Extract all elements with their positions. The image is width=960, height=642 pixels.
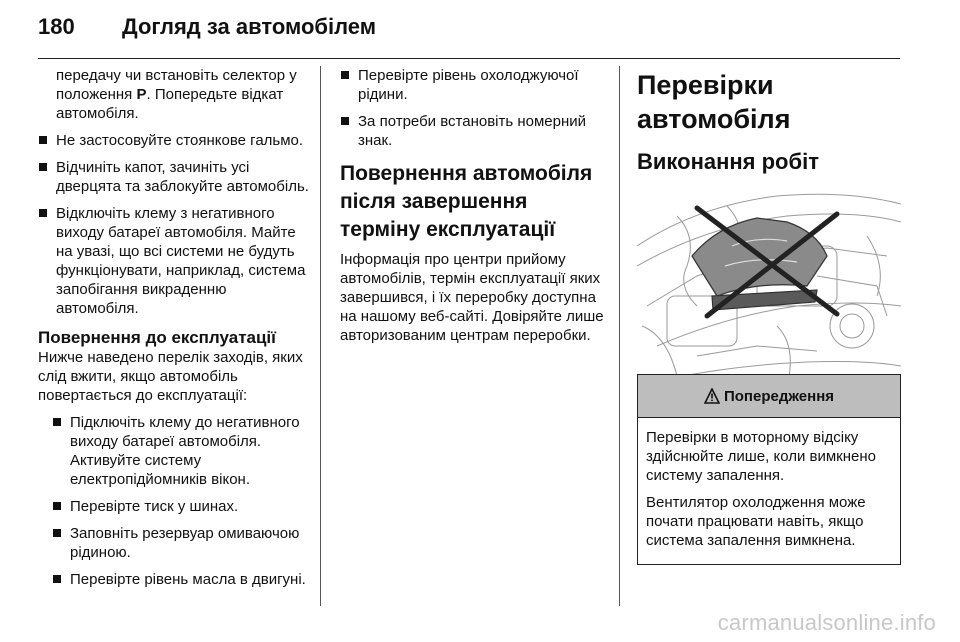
sub-section-heading: Виконання робіт xyxy=(637,149,819,174)
list-item: Відключіть клему з негативного виходу батареї автомобіля. Майте на увазі, що всі системи не будуть функціонувати, наприклад, система запобігання викраденню автомобіля. xyxy=(38,204,310,318)
warning-icon xyxy=(704,388,720,404)
column-divider-2 xyxy=(619,66,620,606)
return-heading: Повернення до експлуатації xyxy=(38,328,276,347)
column-1 xyxy=(38,66,310,597)
warning-box xyxy=(637,374,901,565)
list-item: Перевірте рівень охолоджуючої рідини. xyxy=(340,66,610,104)
column-3 xyxy=(637,66,901,408)
page-number: 180 xyxy=(38,14,75,39)
watermark: carmanualsonline.info xyxy=(717,610,936,635)
list-item: Відчиніть капот, зачиніть усі дверцята та заблокуйте автомобіль. xyxy=(38,158,310,196)
page-header xyxy=(38,14,376,48)
list-item: Перевірте рівень масла в двигуні. xyxy=(52,570,310,589)
list-item: Не застосовуйте стоянкове гальмо. xyxy=(38,131,310,150)
list-item: Підключіть клему до негативного виходу батареї автомобіля. Активуйте систему електропідйомників вікон. xyxy=(52,413,310,489)
list-item: Перевірте тиск у шинах. xyxy=(52,497,310,516)
return-steps-list-cont xyxy=(340,66,610,150)
return-steps-list xyxy=(52,413,310,589)
warning-header xyxy=(638,375,900,418)
return-intro: Нижче наведено перелік заходів, яких слід вжити, якщо автомобіль повертається до експлуатації: xyxy=(38,349,303,404)
warning-title: Попередження xyxy=(723,387,835,405)
column-2 xyxy=(340,66,610,353)
warning-paragraph: Вентилятор охолодження може почати працювати навіть, якщо система запалення вимкнена. xyxy=(646,494,866,549)
page-title: Догляд за автомобілем xyxy=(122,14,377,39)
end-of-life-text: Інформація про центри прийому автомобілів, термін експлуатації яких завершився, і їх переробку доступна на нашому веб-сайті. Довіряйте лише авторизованим центрам переробки. xyxy=(340,251,604,344)
column-divider-1 xyxy=(320,66,321,606)
storage-steps-list xyxy=(38,131,310,318)
list-item: За потреби встановіть номерний знак. xyxy=(340,112,610,150)
continuation-text: передачу чи встановіть селектор у положення P. Попередьте відкат автомобіля. xyxy=(56,67,297,122)
main-section-heading: Перевірки автомобіля xyxy=(637,70,791,134)
warning-body xyxy=(638,418,900,564)
list-item: Заповніть резервуар омиваючою рідиною. xyxy=(52,524,310,562)
end-of-life-heading: Повернення автомобіля після завершення терміну експлуатації xyxy=(340,162,593,241)
warning-paragraph: Перевірки в моторному відсіку здійснюйте лише, коли вимкнено систему запалення. xyxy=(646,429,876,484)
header-divider xyxy=(38,58,900,59)
